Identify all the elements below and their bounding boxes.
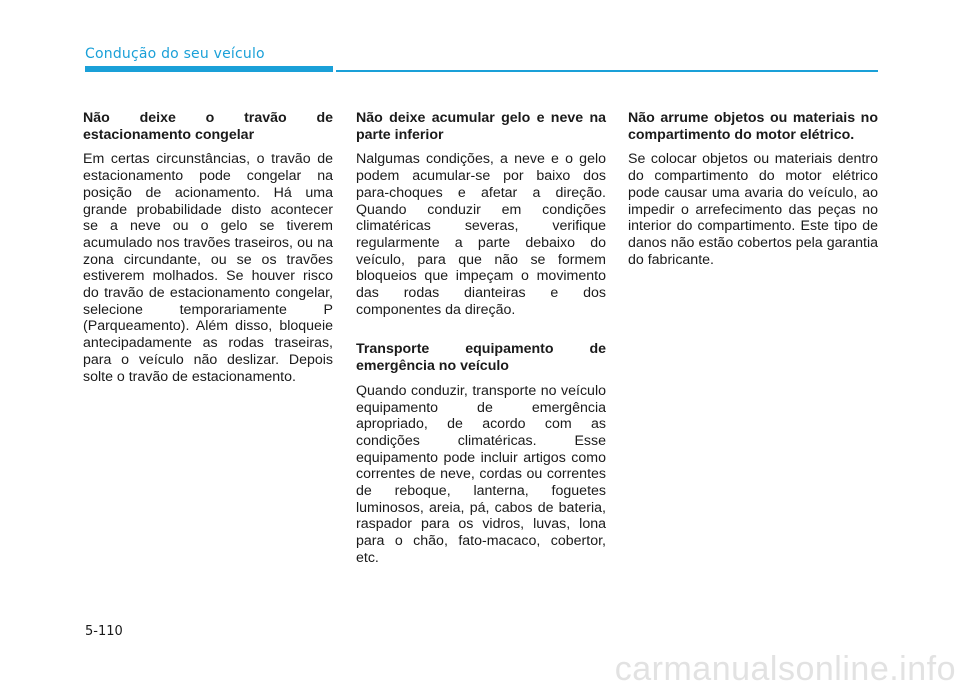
body-motor-compartment: Se colocar objetos ou materiais dentro do compartimento do motor elétrico pode causar uma avaria do veículo, ao impedir o arrefecimento das peças no interior do compartimento. Este tipo de danos não estão cobertos pela garantia do fabricante. xyxy=(628,151,878,268)
heading-emergency-equipment: Transporte equipamento de emergência no veículo xyxy=(356,341,606,375)
heading-ice-snow: Não deixe acumular gelo e neve na parte inferior xyxy=(356,110,606,143)
body-ice-snow: Nalgumas condições, a neve e o gelo podem acumular-se por baixo dos para-choques e afetar a direção. Quando conduzir em condições climatéricas severas, verifique regularmente a parte debaixo do veículo, para que não se formem bloqueios que impeçam o movimento das rodas dianteiras e dos componentes da direção. xyxy=(356,151,606,318)
body-emergency-equipment: Quando conduzir, transporte no veículo equipamento de emergência apropriado, de acordo com as condições climatéricas. Esse equipamento pode incluir artigos como correntes de neve, cordas ou correntes de reboque, lanterna, foguetes luminosos, areia, pá, cabos de bateria, raspador para os vidros, luvas, lona para o chão, fato-macaco, cobertor, etc. xyxy=(356,382,606,566)
column-3 xyxy=(628,110,878,268)
column-1 xyxy=(83,110,333,385)
body-parking-brake: Em certas circunstâncias, o travão de estacionamento pode congelar na posição de acionamento. Há uma grande probabilidade disto acontecer se a neve ou o gelo se tiverem acumulado nos travões traseiros, ou na zona circundante, ou se os travões estiverem molhados. Se houver risco do travão de estacionamento congelar, selecione temporariamente P (Parqueamento). Além disso, bloqueie antecipadamente as rodas traseiras, para o veículo não deslizar. Depois solte o travão de estacionamento. xyxy=(83,151,333,385)
header-rule-thin xyxy=(336,70,878,72)
page-number: 5-110 xyxy=(85,624,123,639)
heading-motor-compartment: Não arrume objetos ou materiais no compartimento do motor elétrico. xyxy=(628,110,878,143)
header-rule-thick xyxy=(85,66,333,72)
section-title: Condução do seu veículo xyxy=(85,46,265,62)
watermark: carmanualsonline.info xyxy=(614,650,956,688)
column-2 xyxy=(356,110,606,567)
heading-parking-brake: Não deixe o travão de estacionamento congelar xyxy=(83,110,333,143)
